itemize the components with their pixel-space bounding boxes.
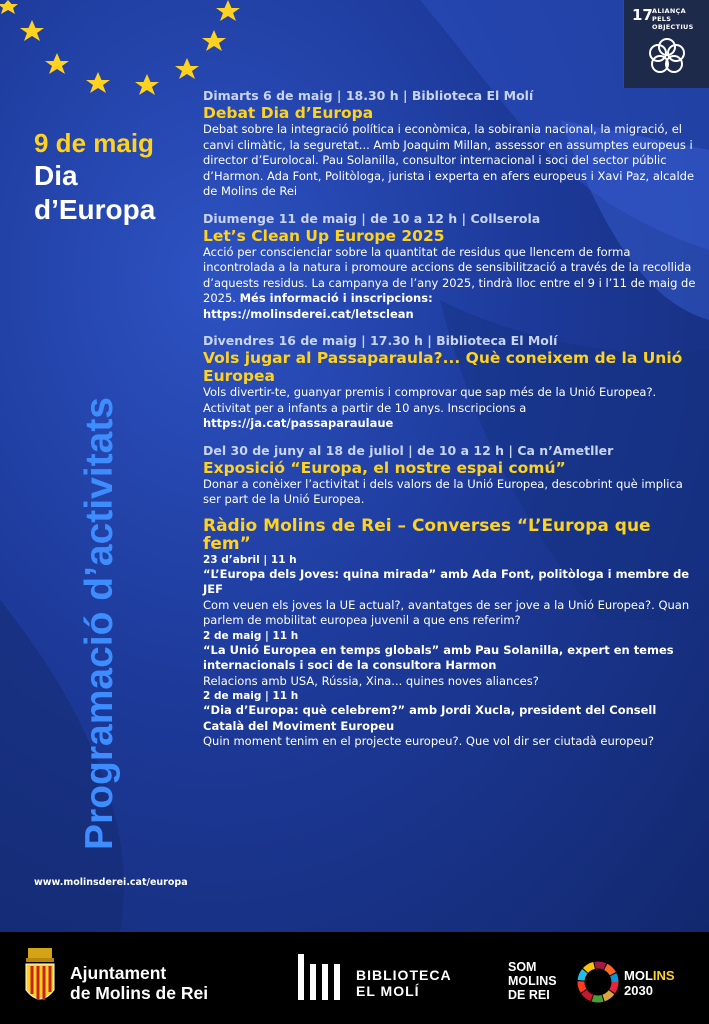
event-description [203,245,698,307]
event-meta: Diumenge 11 de maig | de 10 a 12 h | Collserola [203,210,541,226]
radio-item-meta: 23 d’abril | 11 h [203,553,297,566]
side-date: 9 de maig [34,128,154,158]
badge-number: 17 [632,6,653,24]
som-line2: MOLINS [508,974,557,988]
radio-title: Ràdio Molins de Rei – Converses “L’Europa que fem” [203,515,651,554]
biblioteca-logo-text [356,967,452,999]
radio-item-title: “L’Europa dels Joves: quina mirada” amb Ada Font, politòloga i membre de JEF [203,566,690,596]
event-item [203,88,698,200]
molins-b: INS [652,968,675,983]
event-desc-text: Acció per conscienciar sobre la quantitat de residus que llencem de forma incontrolada a la natura i promoure accions de sensibilització a través de la recollida d’aquests residus. La campanya de l’any 2025, tindrà lloc entre el 9 i l’11 de maig de 2025. [203,244,696,305]
molins-year: 2030 [624,983,653,998]
biblioteca-line1: BIBLIOTECA [356,967,452,983]
event-item [203,443,698,508]
event-description [203,385,698,432]
events-column [203,88,698,761]
radio-item-desc: Com veuen els joves la UE actual?, avantatges de ser jove a la Unió Europea?. Quan parlem de mobilitat europea juvenil a que ens referim? [203,597,690,627]
som-line3: DE REI [508,988,550,1002]
radio-item [203,689,698,750]
sdg17-badge [623,0,709,88]
event-link[interactable]: https://ja.cat/passaparaulaue [203,416,394,430]
event-item [203,333,698,432]
radio-item-meta: 2 de maig | 11 h [203,629,299,642]
radio-item-desc: Quin moment tenim en el projecte europeu?. Que vol dir ser ciutadà europeu? [203,734,655,748]
ajuntament-logo-text [70,963,208,1003]
sdg-wheel-icon [576,960,620,1004]
event-title: Let’s Clean Up Europe 2025 [203,226,445,245]
molins-a: MOL [624,968,653,983]
event-meta: Del 30 de juny al 18 de juliol | de 10 a 12 h | Ca n’Ametller [203,442,614,458]
radio-item-desc: Relacions amb USA, Rússia, Xina... quines noves aliances? [203,673,539,688]
radio-item-title: “La Unió Europea en temps globals” amb Pau Solanilla, expert en temes internacionals i soci de la consultora Harmon [203,642,674,672]
radio-item [203,629,698,690]
vertical-programme-title: Programació d’activitats [78,397,121,850]
event-item [203,211,698,323]
event-desc-bold: Més informació i inscripcions: [239,291,433,305]
event-title: Vols jugar al Passaparaula?... Què coneixem de la Unió Europea [203,349,683,385]
side-title-line2: d’Europa [34,194,156,225]
event-description: Debat sobre la integració política i econòmica, la sobirania nacional, la migració, el canvi climàtic, la seguretat... Amb Joaquim Millan, assessor en assumptes europeus i director d’Eurolocal. Pau Solanilla, consultor internacional i soci del sector públic d’Harmon. Ada Font, Politòloga, jurista i experta en afers europeus i Xavi Paz, alcalde de Molins de Rei [203,122,695,198]
side-url-link[interactable]: www.molinsderei.cat/europa [34,877,188,888]
ajuntament-line1: Ajuntament [70,963,167,983]
biblioteca-logo-icon [296,950,342,1002]
badge-line2: PELS OBJECTIUS [652,15,694,31]
side-title [34,128,194,226]
badge-label [652,7,709,31]
biblioteca-line2: EL MOLÍ [356,983,420,999]
event-description: Donar a conèixer l’activitat i dels valors de la Unió Europea, descobrint què implica ser part de la Unió Europea. [203,476,683,506]
event-link[interactable]: https://molinsderei.cat/letsclean [203,306,414,321]
event-title: Debat Dia d’Europa [203,104,374,122]
event-meta: Divendres 16 de maig | 17.30 h | Biblioteca El Molí [203,333,558,348]
badge-line1: ALIANÇA [652,7,686,15]
molins-2030-logo [624,968,675,998]
som-molins-logo [508,960,557,1002]
radio-item-title: “Dia d’Europa: què celebrem?” amb Jordi Xucla, president del Consell Català del Moviment Europeu [203,703,657,733]
side-title-line1: Dia [34,160,78,191]
event-title: Exposició “Europa, el nostre espai comú” [203,458,566,477]
sdg-17-flower-icon [644,34,690,80]
radio-item-meta: 2 de maig | 11 h [203,690,299,702]
radio-item [203,553,698,629]
event-meta: Dimarts 6 de maig | 18.30 h | Biblioteca El Molí [203,88,534,103]
radio-section [203,517,698,750]
som-line1: SOM [508,960,537,974]
town-crest-icon [22,946,58,1012]
footer-bar [0,932,709,1024]
event-desc-text: Vols divertir-te, guanyar premis i comprovar que sap més de la Unió Europea?. Activitat per a infants a partir de 10 anys. Inscripcions a [203,385,657,415]
ajuntament-line2: de Molins de Rei [70,983,209,1003]
